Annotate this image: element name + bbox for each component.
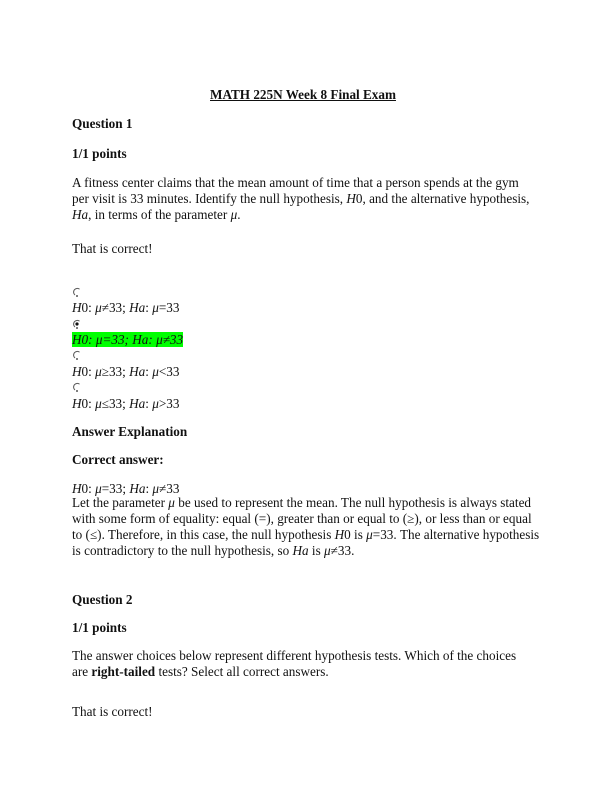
radio-button-option-2-selected[interactable] — [72, 319, 82, 329]
question-2-prompt: The answer choices below represent different hypothesis tests. Which of the choices are right-tailed tests? Select all correct answers. — [72, 648, 517, 679]
question-1-feedback: That is correct! — [72, 241, 153, 256]
answer-explanation-heading: Answer Explanation — [72, 424, 188, 439]
radio-button-option-1[interactable] — [72, 287, 82, 297]
explanation-text: Let the parameter μ be used to represent the mean. The null hypothesis is always stated with some form of equality: equal (=), greater than or equal to (≥), or less than or equal to (≤). Therefore, in this case, the null hypothesis H0 is μ=33. The alternative hypothesis is contradictory to the null hypothesis, so Ha is μ≠33. — [72, 495, 540, 558]
question-1-prompt: A fitness center claims that the mean amount of time that a person spends at the gym per visit is 33 minutes. Identify the null hypothesis, H0, and the alternative hypothesis, Ha, in terms of the parameter μ. — [72, 175, 530, 222]
option-3-label[interactable]: H0: μ≥33; Ha: μ<33 — [72, 364, 180, 379]
correct-answer-label: Correct answer: — [72, 452, 164, 467]
question-1-heading: Question 1 — [72, 116, 133, 131]
selected-answer-highlight: H0: μ=33; Ha: μ≠33 — [72, 332, 184, 347]
option-1-label[interactable]: H0: μ≠33; Ha: μ=33 — [72, 300, 180, 315]
correct-answer-value: H0: μ=33; Ha: μ≠33 — [72, 481, 180, 496]
option-2-label[interactable] — [72, 332, 183, 348]
question-2-points: 1/1 points — [72, 620, 127, 635]
question-2-feedback: That is correct! — [72, 704, 153, 719]
radio-button-option-4[interactable] — [72, 382, 82, 392]
document-title: MATH 225N Week 8 Final Exam — [210, 87, 396, 102]
radio-button-option-3[interactable] — [72, 350, 82, 360]
question-2-heading: Question 2 — [72, 592, 133, 607]
option-4-label[interactable]: H0: μ≤33; Ha: μ>33 — [72, 396, 180, 411]
question-1-points: 1/1 points — [72, 146, 127, 161]
